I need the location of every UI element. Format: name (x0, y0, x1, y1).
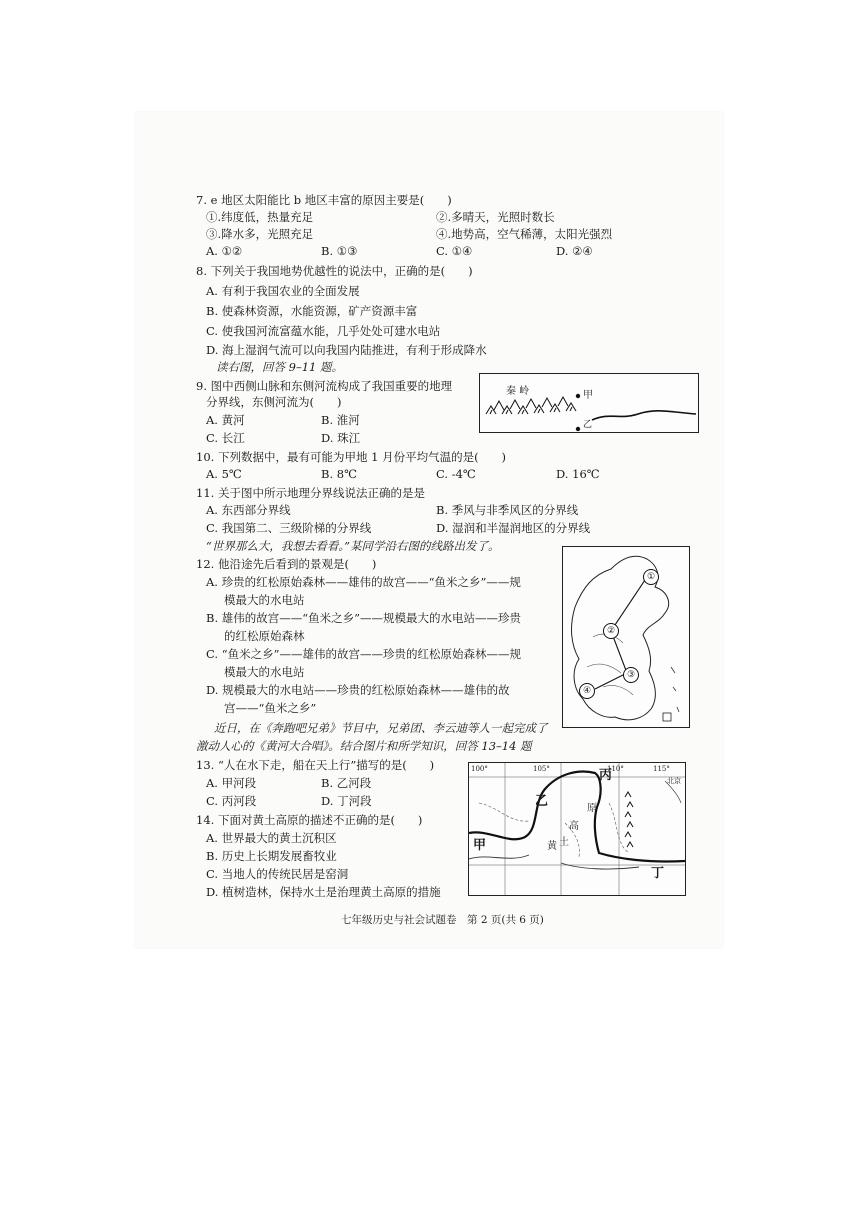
lon-110-label: 110° (607, 765, 624, 773)
q7-statement-2: ②.多晴天，光照时数长 (436, 210, 555, 224)
q9-stem-line2: 分界线，东侧河流为( ) (206, 395, 342, 409)
yi-point (576, 427, 580, 431)
q13-option-c: C. 丙河段 (206, 794, 257, 808)
q12-option-c-line1: C. “鱼米之乡”——雄伟的故宫——珍贵的红松原始森林——规 (206, 647, 521, 661)
q12-option-b-line2: 的红松原始森林 (224, 629, 305, 643)
q9-option-c: C. 长江 (206, 431, 245, 445)
q14-stem: 14. 下面对黄土高原的描述不正确的是( ) (196, 813, 423, 827)
q14-option-b: B. 历史上长期发展畜牧业 (206, 849, 337, 863)
q7-option-b: B. ①③ (321, 244, 358, 258)
q11-option-d: D. 湿润和半湿润地区的分界线 (436, 521, 591, 535)
q9-option-b: B. 淮河 (321, 413, 360, 427)
page-footer: 七年级历史与社会试题卷 第 2 页(共 6 页) (341, 914, 544, 926)
lon-105-label: 105° (533, 765, 550, 773)
intro-13-14-line2: 激动人心的《黄河大合唱》。结合图片和所学知识，回答 13–14 题 (196, 739, 532, 753)
intro-12: “世界那么大，我想去看看。”某同学沿右图的线路出发了。 (206, 539, 500, 553)
q13-stem: 13. “人在水下走，船在天上行”描写的是( ) (196, 758, 435, 772)
route-point-1: ① (643, 569, 659, 585)
q9-option-a: A. 黄河 (206, 413, 245, 427)
q9-option-d: D. 珠江 (321, 431, 361, 445)
loess-gao: 高 (569, 821, 579, 832)
q7-statement-3: ③.降水多，光照充足 (206, 227, 314, 241)
route-point-2: ② (603, 623, 619, 639)
jia-point (576, 394, 580, 398)
q12-stem: 12. 他沿途先后看到的景观是( ) (196, 557, 377, 571)
q13-option-a: A. 甲河段 (206, 776, 257, 790)
china-route-drawing (563, 547, 689, 727)
q13-option-d: D. 丁河段 (321, 794, 372, 808)
q8-option-c: C. 使我国河流富蕴水能，几乎处处可建水电站 (206, 324, 441, 338)
route-point-3: ③ (623, 667, 639, 683)
q8-option-a: A. 有利于我国农业的全面发展 (206, 284, 360, 298)
ding-segment-label: 丁 (651, 866, 665, 881)
qinling-label: 秦 岭 (506, 386, 530, 397)
q14-option-a: A. 世界最大的黄土沉积区 (206, 831, 337, 845)
q10-option-b: B. 8℃ (321, 467, 357, 481)
river-line (592, 411, 696, 420)
q12-option-d-line2: 宫——“鱼米之乡” (224, 701, 317, 715)
q12-option-d-line1: D. 规模最大的水电站——珍贵的红松原始森林——雄伟的故 (206, 683, 510, 697)
q12-option-a-line2: 模最大的水电站 (224, 593, 305, 607)
intro-9-11: 读右图，回答 9–11 题。 (216, 360, 344, 374)
q7-option-a: A. ①② (206, 244, 243, 258)
route-point-4: ④ (579, 683, 595, 699)
mountain-symbols (486, 397, 576, 414)
lon-115-label: 115° (653, 765, 670, 773)
china-route-map (562, 546, 690, 728)
q7-option-c: C. ①④ (436, 244, 473, 258)
q7-statement-4: ④.地势高，空气稀薄，太阳光强烈 (436, 227, 613, 241)
loess-huang: 黄 (547, 841, 557, 852)
q11-option-b: B. 季风与非季风区的分界线 (436, 503, 579, 517)
q7-option-d: D. ②④ (556, 244, 593, 258)
loess-yuan: 原 (587, 803, 597, 814)
yi-segment-label: 乙 (535, 794, 549, 809)
q8-option-b: B. 使森林资源，水能资源，矿产资源丰富 (206, 304, 418, 318)
beijing-label: 北京 (667, 777, 681, 785)
bing-segment-label: 丙 (599, 768, 613, 783)
q11-option-a: A. 东西部分界线 (206, 503, 291, 517)
q9-stem-line1: 9. 图中西侧山脉和东侧河流构成了我国重要的地理 (196, 379, 453, 393)
q12-option-a-line1: A. 珍贵的红松原始森林——雄伟的故宫——“鱼米之乡”——规 (206, 575, 521, 589)
loess-tu: 土 (559, 837, 569, 848)
jia-label: 甲 (583, 390, 593, 401)
jia-segment-label: 甲 (473, 838, 487, 853)
q14-option-d: D. 植树造林，保持水土是治理黄土高原的措施 (206, 885, 441, 899)
q12-option-b-line1: B. 雄伟的故宫——“鱼米之乡”——规模最大的水电站——珍贵 (206, 611, 522, 625)
exam-page (135, 112, 723, 948)
q7-statement-1: ①.纬度低，热量充足 (206, 210, 314, 224)
taihang-mountain-symbols (625, 792, 633, 847)
q14-option-c: C. 当地人的传统民居是窑洞 (206, 867, 349, 881)
q11-stem: 11. 关于图中所示地理分界线说法正确的是是 (196, 486, 425, 500)
q8-stem: 8. 下列关于我国地势优越性的说法中，正确的是( ) (196, 264, 473, 278)
yellow-river-map (468, 762, 686, 896)
q10-option-a: A. 5℃ (206, 467, 242, 481)
q7-stem: 7. e 地区太阳能比 b 地区丰富的原因主要是( ) (196, 193, 452, 207)
lon-100-label: 100° (471, 765, 488, 773)
q10-option-d: D. 16℃ (556, 467, 600, 481)
yi-label: 乙 (583, 420, 593, 430)
q12-option-c-line2: 模最大的水电站 (224, 665, 305, 679)
q10-option-c: C. -4℃ (436, 467, 476, 481)
q11-option-c: C. 我国第二、三级阶梯的分界线 (206, 521, 372, 535)
intro-13-14-line1: 近日，在《奔跑吧兄弟》节目中，兄弟团、李云迪等人一起完成了 (214, 721, 548, 735)
qinling-map (479, 373, 699, 433)
q10-stem: 10. 下列数据中，最有可能为甲地 1 月份平均气温的是( ) (196, 450, 507, 464)
q13-option-b: B. 乙河段 (321, 776, 372, 790)
q8-option-d: D. 海上湿润气流可以向我国内陆推进，有利于形成降水 (206, 343, 487, 357)
